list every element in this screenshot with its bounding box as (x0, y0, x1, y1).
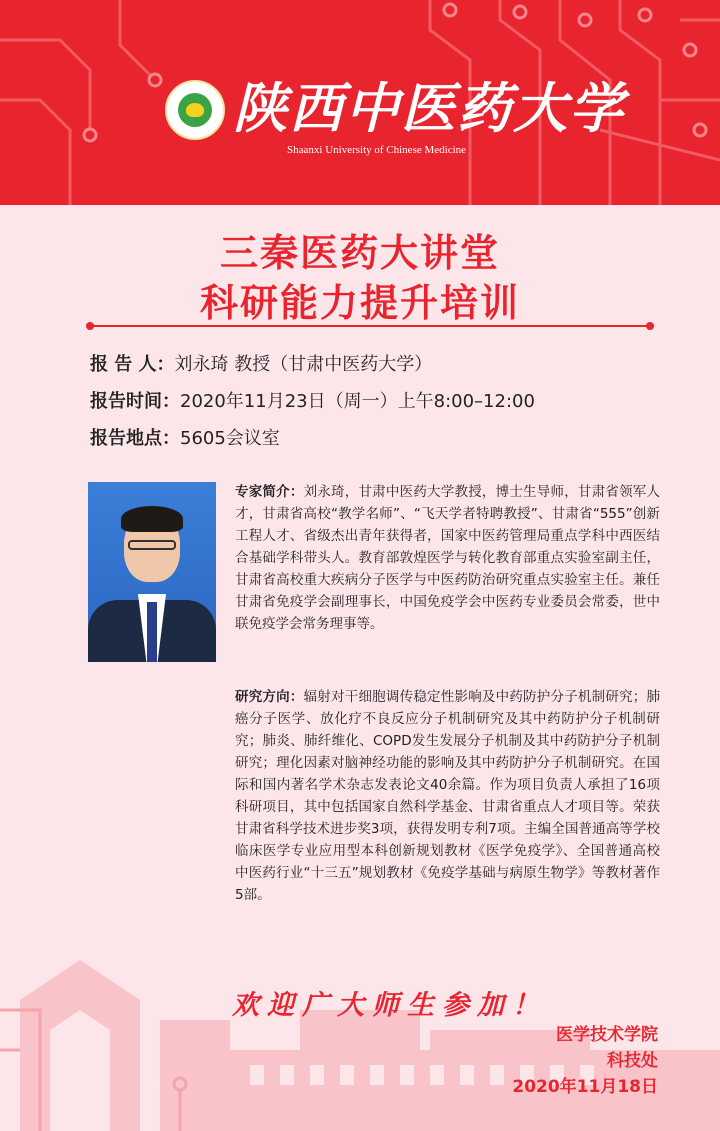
header-banner (0, 0, 720, 205)
welcome-slogan: 欢迎广大师生参加！ (232, 990, 547, 1021)
time-line (90, 390, 535, 414)
speaker-label: 报 告 人： (90, 354, 175, 375)
organizer-office: 科技处 (607, 1051, 658, 1071)
time-value: 2020年11月23日（周一）上午8:00–12:00 (180, 391, 535, 412)
place-line (90, 427, 280, 451)
university-name-cn: 陕西中医药大学 (233, 76, 625, 140)
research-direction (235, 686, 660, 906)
university-logo (165, 72, 625, 167)
research-text: 辐射对干细胞调传稳定性影响及中药防护分子机制研究；肺癌分子医学、放化疗不良反应分子机制研究及其中药防护分子机制研究；肺炎、肺纤维化、COPD发生发展分子机制及其中药防护分子机制研究；理化因素对脑神经功能的影响及其中药防护分子机制研究。在国际和国内著名学术杂志发表论文40余篇。作为项目负责人承担了16项科研项目，其中包括国家自然科学基金、甘肃省重点人才项目等。荣获甘肃省科学技术进步奖3项，获得发明专利7项。主编全国普通高等学校临床医学专业应用型本科创新规划教材《医学免疫学》、全国普通高校中医药行业“十三五”规划教材《免疫学基础与病原生物学》等教材著作5部。 (235, 689, 661, 903)
speaker-photo (88, 482, 216, 662)
intro-label: 专家简介： (235, 484, 304, 500)
organizer-college: 医学技术学院 (556, 1025, 658, 1045)
university-seal-icon (165, 80, 225, 140)
time-label: 报告时间： (90, 391, 180, 412)
speaker-introduction (235, 481, 660, 635)
research-label: 研究方向： (235, 689, 304, 705)
place-value: 5605会议室 (180, 428, 280, 449)
speaker-line (90, 353, 432, 377)
issue-date: 2020年11月18日 (512, 1077, 658, 1097)
event-title: 三秦医药大讲堂 (219, 231, 500, 275)
title-divider (90, 325, 650, 327)
speaker-value: 刘永琦 教授（甘肃中医药大学） (174, 354, 433, 375)
event-subtitle: 科研能力提升培训 (199, 281, 520, 325)
intro-text: 刘永琦，甘肃中医药大学教授，博士生导师，甘肃省领军人才，甘肃省高校“教学名师”、“飞天学者特聘教授”、甘肃省“555”创新工程人才、省级杰出青年获得者，国家中医药管理局重点学科中西医结合基础学科带头人。教育部敦煌医学与转化教育部重点实验室副主任，甘肃省高校重大疾病分子医学与中医药防治研究重点实验室主任。兼任甘肃省免疫学会副理事长，中国免疫学会中医药专业委员会常委，世中联免疫学会常务理事等。 (235, 484, 661, 632)
university-name-en: Shaanxi University of Chinese Medicine (287, 144, 467, 156)
place-label: 报告地点： (90, 428, 180, 449)
